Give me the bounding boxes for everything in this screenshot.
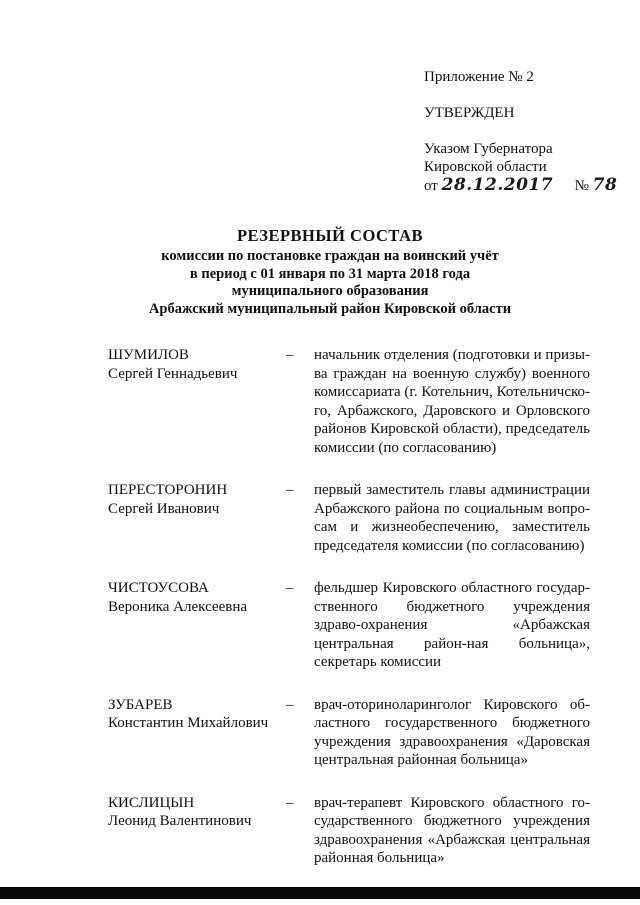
decree-line-1: Указом Губернатора (424, 141, 553, 157)
member-role: первый заместитель главы администрации Арбажского района по социальным вопро-сам и жизнеобеспечению, заместитель председателя комиссии (по согласованию) (314, 482, 590, 554)
decree-line-2: Кировской области (424, 159, 547, 175)
list-item (108, 481, 590, 555)
decree-date-line (424, 176, 624, 195)
member-name (108, 696, 286, 770)
member-given-name: Вероника Алексеевна (108, 598, 247, 615)
member-name (108, 579, 286, 672)
handwritten-date: 28.12.2017 (441, 175, 554, 195)
title-line-4: Арбажский муниципальный район Кировской области (148, 300, 512, 317)
member-dash: – (286, 347, 294, 363)
member-given-name: Леонид Валентинович (108, 813, 252, 829)
title-line-3: муниципального образования (231, 283, 429, 299)
handwritten-number: 78 (592, 175, 618, 195)
member-name (108, 346, 286, 457)
member-role: врач-терапевт Кировского областного го-сударственного бюджетного учреждения здравоохранения «Арбажская центральная районная больница» (314, 794, 590, 866)
member-dash: – (286, 482, 294, 498)
member-role: врач-оториноларинголог Кировского об-ластного государственного бюджетного учреждения здравоохранения «Даровская центральная районная больница» (314, 696, 590, 768)
approved-label: УТВЕРЖДЕН (424, 105, 515, 121)
approval-block (424, 68, 624, 195)
member-dash: – (286, 696, 294, 713)
member-name (108, 794, 286, 868)
members-list (108, 346, 590, 892)
from-label: от (424, 178, 438, 194)
member-surname: КИСЛИЦЫН (108, 794, 195, 811)
member-surname: ЧИСТОУСОВА (108, 580, 209, 596)
member-given-name: Сергей Иванович (108, 500, 220, 517)
member-given-name: Константин Михайлович (108, 715, 269, 731)
list-item (108, 794, 590, 868)
title-line-2: в период с 01 января по 31 марта 2018 года (189, 265, 471, 282)
member-dash: – (286, 580, 294, 596)
member-given-name: Сергей Геннадьевич (108, 365, 238, 382)
member-dash: – (286, 794, 294, 811)
member-role: начальник отделения (подготовки и призы-ва граждан на военную службу) военного комиссариата (г. Котельнич, Котельничско-го, Арбажского, Даровского и Орловского районов Кировской области), председатель комиссии (по согласованию) (314, 347, 590, 456)
title-line-1: комиссии по постановке граждан на воинский учёт (161, 248, 499, 264)
scan-bottom-edge (0, 887, 640, 899)
list-item (108, 696, 590, 770)
member-surname: ПЕРЕСТОРОНИН (108, 482, 228, 498)
member-surname: ЗУБАРЕВ (108, 696, 173, 713)
appendix-label: Приложение № 2 (424, 69, 534, 85)
member-role: фельдшер Кировского областного государ-ственного бюджетного учреждения здраво-охранения «Арбажская центральная район-ная больница», секретарь комиссии (314, 580, 590, 670)
list-item (108, 579, 590, 672)
document-title (80, 226, 580, 318)
number-label: № (574, 178, 589, 194)
member-name (108, 481, 286, 555)
title-main: РЕЗЕРВНЫЙ СОСТАВ (236, 226, 424, 245)
list-item (108, 346, 590, 457)
member-surname: ШУМИЛОВ (108, 347, 189, 363)
